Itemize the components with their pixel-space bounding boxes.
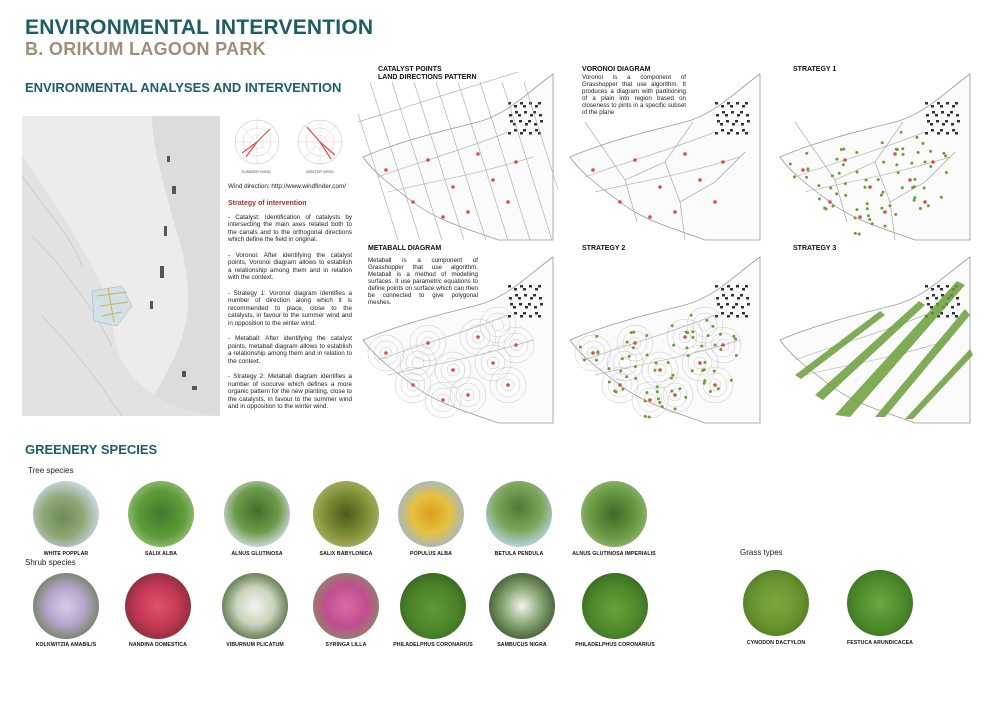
grass-label-cynodon-dactylon: CYNODON DACTYLON (746, 640, 806, 646)
winter-wind-rose (295, 117, 345, 167)
winter-wind-caption: WINTER WIND (306, 169, 334, 174)
tree-photo-salix-babylonica (313, 481, 379, 547)
strategy2-title: STRATEGY 2 (582, 245, 626, 252)
tree-photo-alnus-glutinosa (224, 481, 290, 547)
tree-photo-betula-pendula (486, 481, 552, 547)
shrub-label-nandina-domestica: NANDINA DOMESTICA (129, 642, 187, 648)
tree-label-populus-alba: POPULUS ALBA (410, 551, 452, 557)
grass-label-festuca-arundicacea: FESTUCA ARUNDICACEA (846, 640, 914, 646)
tree-label-white-popplar: WHITE POPPLAR (43, 551, 89, 557)
tree-photo-alnus-glutinosa-imperialis (581, 481, 647, 547)
catalyst-subtitle: LAND DIRECTIONS PATTERN (378, 74, 477, 81)
shrub-label-syringa-lilla: SYRINGA LILLA (325, 642, 367, 648)
shrub-label-viburnum-plicatum: VIBURNUM PLICATUM (226, 642, 284, 648)
shrub-photo-sambucus-nigra (489, 573, 555, 639)
grass-photo-cynodon-dactylon (743, 570, 809, 636)
tree-label-alnus-glutinosa: ALNUS GLUTINOSA (231, 551, 283, 557)
metaball-description: Metaball is a component of Grasshopper that use algorithm. Metaball is a method of modelling surfaces. It use parametric equations to define points on surface which can then be connected to give polygonal meshes. (368, 257, 478, 306)
tree-label-salix-babylonica: SALIX BABYLONICA (319, 551, 373, 557)
strategy-paragraph: - Metaball: After identifying the catalyst points, metaball diagram allows to establish a relationship among them and in relation to the context. (228, 335, 352, 365)
tree-photo-white-popplar (33, 481, 99, 547)
diagram-catalyst (358, 62, 558, 242)
tree-label-salix-alba: SALIX ALBA (145, 551, 177, 557)
voronoi-description: Voronoi is a component of Grasshopper that use algorithm. It produces a diagram with partitioning of a plain into region based on closeness to pints in a specific subset of the plane (582, 74, 686, 116)
tree-label-betula-pendula: BETULA PENDULA (494, 551, 544, 557)
shrub-photo-syringa-lilla (313, 573, 379, 639)
section-heading-greenery: GREENERY SPECIES (25, 442, 158, 457)
strategy-heading: Strategy of intervention (228, 200, 307, 207)
shrub-label-philadelphus-coronarius: PHILADELPHUS CORONARIUS (393, 642, 473, 648)
tree-label-alnus-glutinosa-imperialis: ALNUS GLUTINOSA IMPERIALIS (572, 551, 656, 557)
wind-source: Wind direction: http://www.windfinder.com/ (228, 183, 346, 190)
shrub-photo-kolkwitzia-amabilis (33, 573, 99, 639)
tree-photo-populus-alba (398, 481, 464, 547)
shrub-photo-philadelphus-coronarius-2 (582, 573, 648, 639)
strategy-paragraph: - Strategy 2: Metaball diagram identifies a number of isocurve which defines a more organic pattern for the new planting, close to the catalysts, in favour to the summer wind and in opposition to the winter wind. (228, 373, 352, 411)
strategy-paragraph: - Catalyst: Identification of catalysts by intersecting the main axes related both to the canals and to the orthogonal directions which define the field in original. (228, 213, 352, 244)
voronoi-title: VORONOI DIAGRAM (582, 66, 651, 73)
grass-types-label: Grass types (740, 548, 783, 557)
strategy1-title: STRATEGY 1 (793, 66, 837, 73)
strategy-text (228, 200, 352, 419)
metaball-title: METABALL DIAGRAM (368, 245, 442, 252)
shrub-label-kolkwitzia-amabilis: KOLKWITZIA AMABILIS (35, 642, 97, 648)
site-map (22, 116, 220, 416)
strategy-paragraph: - Strategy 1: Voronoi diagram identifies a number of direction along which it is recommended to place, close to the catalysts, in favour to the summer wind and in opposition to the winter wind. (228, 289, 352, 327)
summer-wind-rose (232, 117, 282, 167)
diagram-strategy2 (565, 245, 765, 425)
tree-species-label: Tree species (28, 466, 74, 475)
summer-wind-caption: SUMMER WIND (241, 169, 271, 174)
diagram-strategy1 (775, 62, 975, 242)
shrub-photo-philadelphus-coronarius (400, 573, 466, 639)
shrub-label-sambucus-nigra: SAMBUCUS NIGRA (497, 642, 547, 648)
shrub-photo-nandina-domestica (125, 573, 191, 639)
section-heading-analyses: ENVIRONMENTAL ANALYSES AND INTERVENTION (25, 80, 342, 95)
tree-photo-salix-alba (128, 481, 194, 547)
shrub-photo-viburnum-plicatum (222, 573, 288, 639)
shrub-species-label: Shrub species (25, 558, 76, 567)
shrub-label-philadelphus-coronarius-2: PHILADELPHUS CORONARIUS (575, 642, 655, 648)
diagram-strategy3 (775, 245, 975, 425)
strategy3-title: STRATEGY 3 (793, 245, 837, 252)
page-title: ENVIRONMENTAL INTERVENTION (25, 16, 374, 39)
page-subtitle: B. ORIKUM LAGOON PARK (25, 39, 266, 59)
catalyst-title: CATALYST POINTS (378, 66, 442, 73)
strategy-paragraph: - Voronoi: After identifying the catalyst points, Voronoi diagram allows to establish a relationship among them and in relation with the context. (228, 251, 352, 282)
grass-photo-festuca-arundicacea (847, 570, 913, 636)
